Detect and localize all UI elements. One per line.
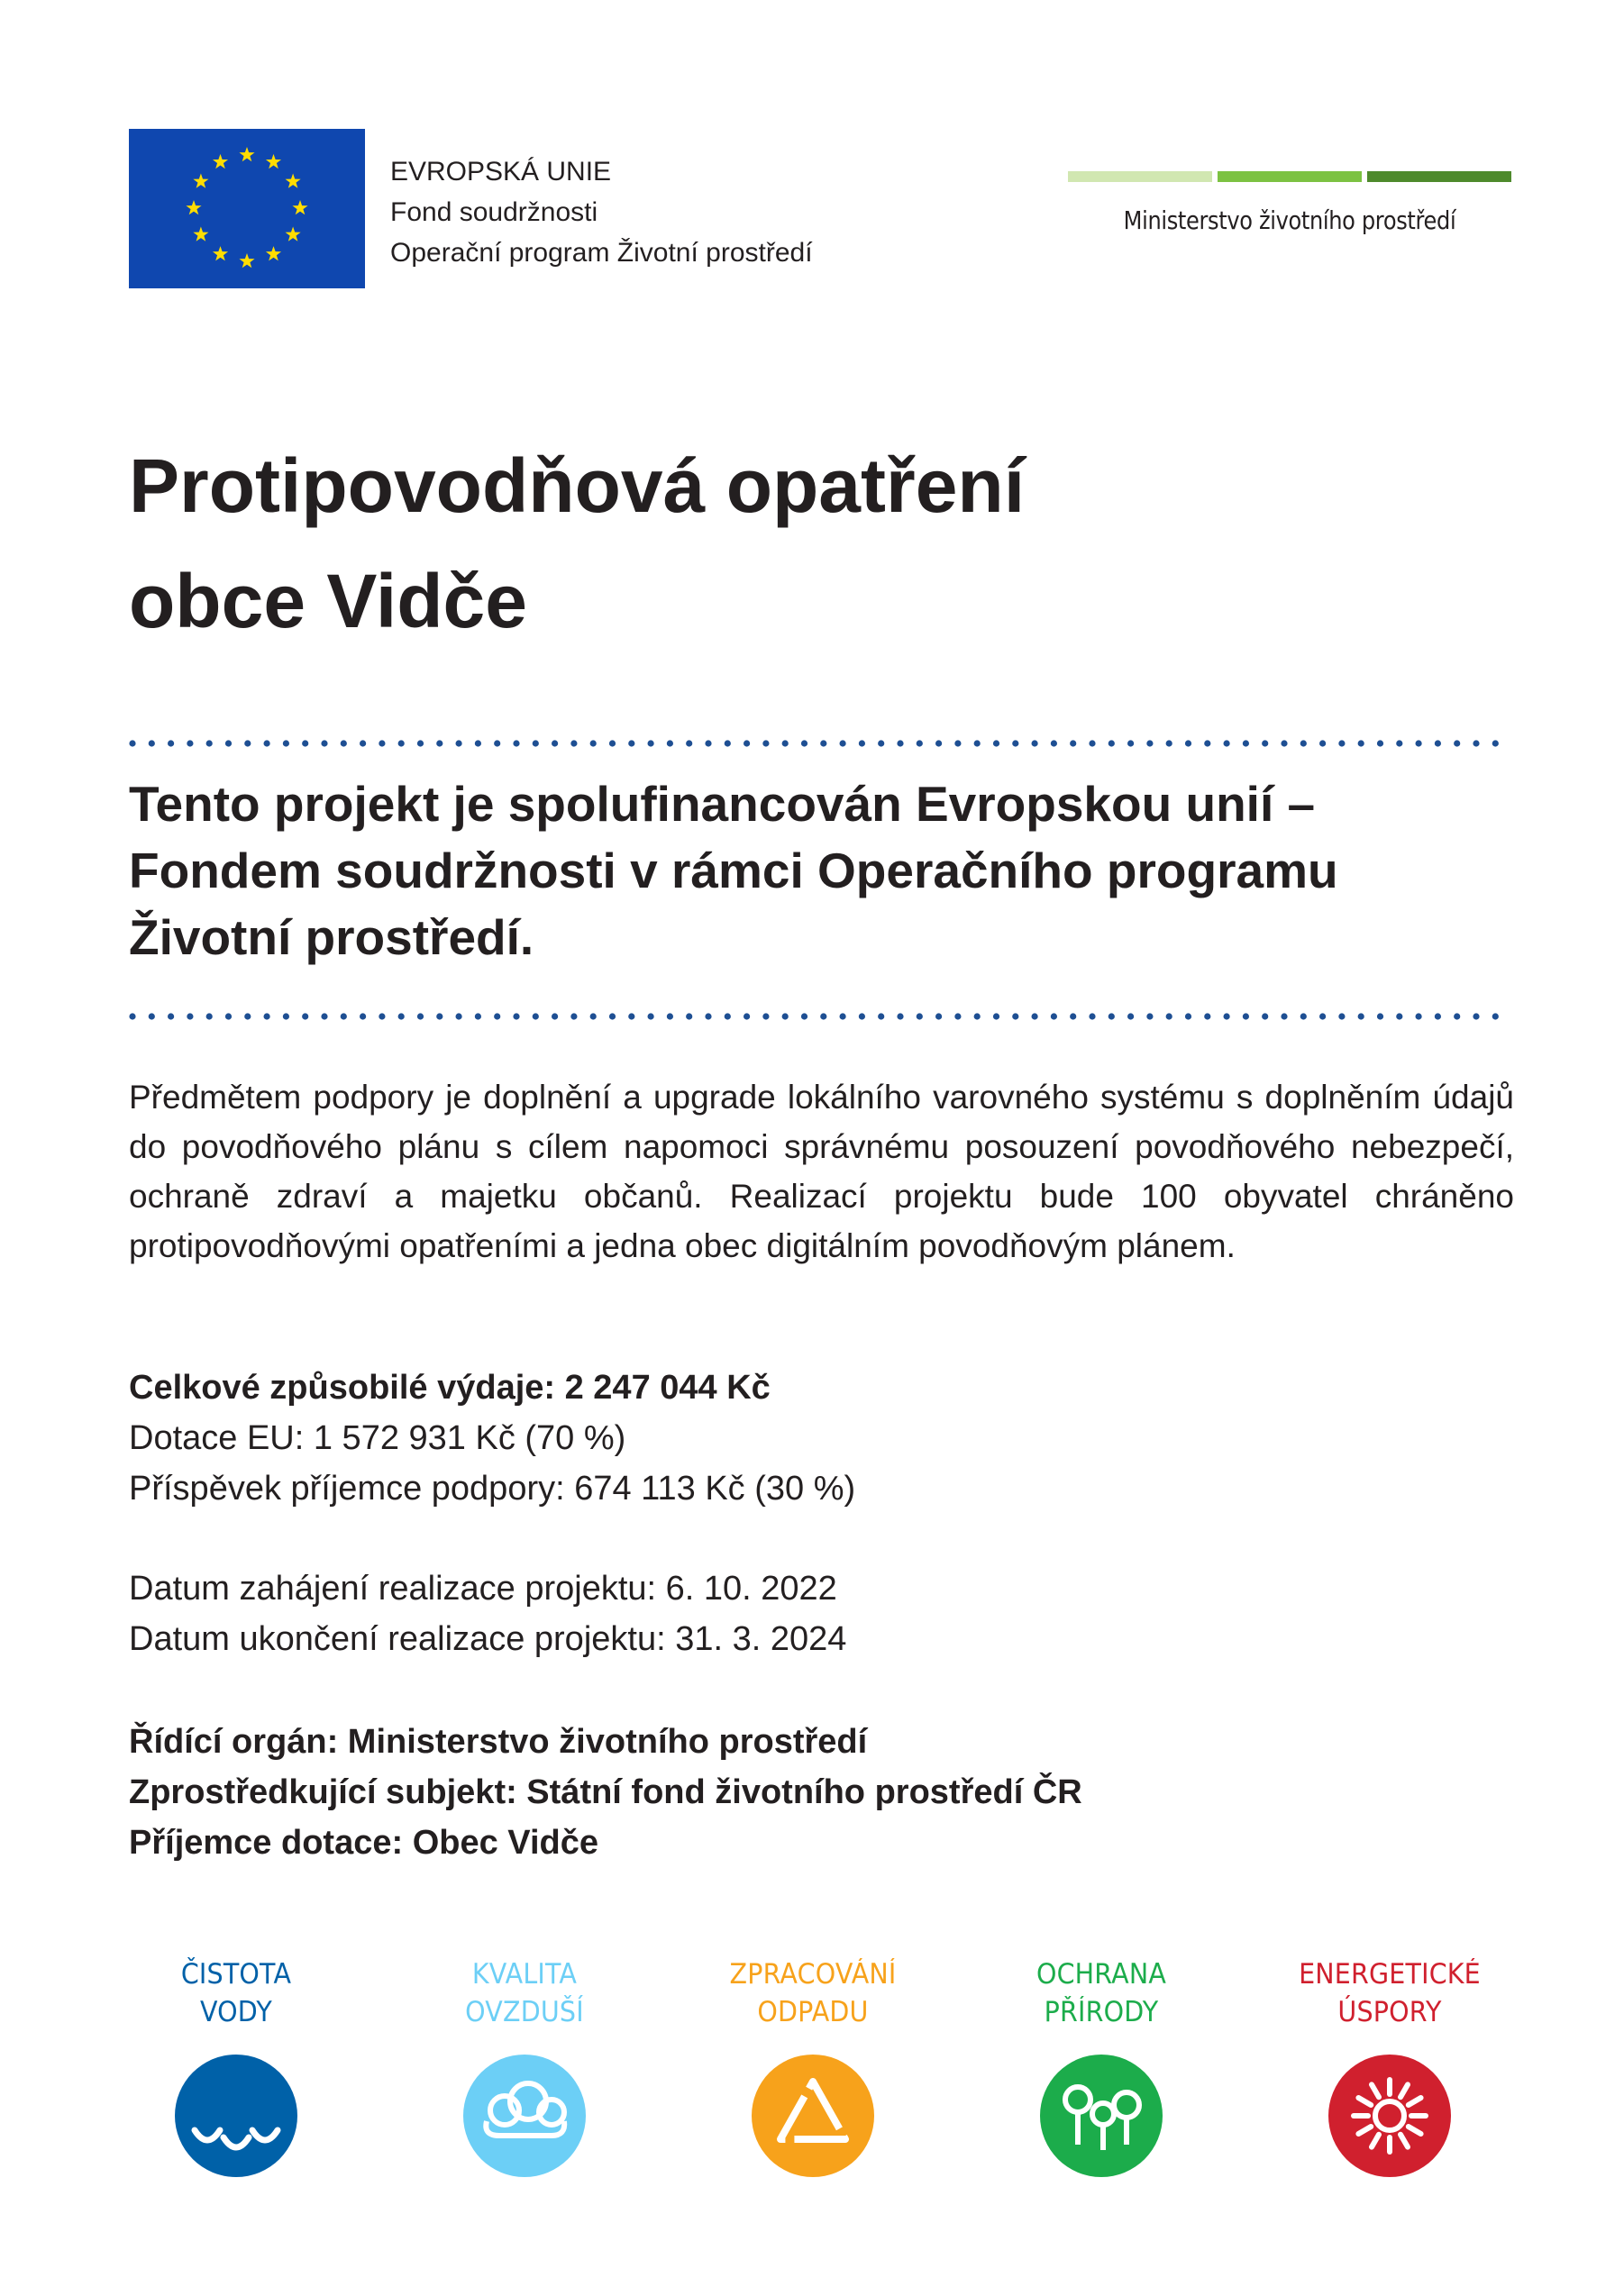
air-icon [463,2055,586,2177]
eu-line-1: EVROPSKÁ UNIE [390,157,612,187]
title-line-1: Protipovodňová opatření [129,443,1026,528]
funding-statement [129,770,1517,970]
theme-water [119,1955,353,2177]
statement-line-3: Životní prostředí. [129,909,534,965]
water-icon [175,2055,297,2177]
dotted-divider-bottom [129,1012,1514,1021]
theme-nature [984,1955,1218,2177]
eu-star-icon [266,154,281,169]
theme-label-line-1: OCHRANA [1036,1958,1167,1991]
eu-star-icon [193,227,208,241]
ministry-bar-mid [1218,171,1362,182]
organizations-section [129,1717,1517,1868]
theme-label-line-1: ENERGETICKÉ [1299,1958,1481,1991]
theme-label [984,1955,1218,2031]
eu-line-2: Fond soudržnosti [390,197,598,227]
managing-authority: Řídící orgán: Ministerstvo životního prostředí [129,1723,868,1761]
eu-star-icon [213,154,228,169]
ministry-bar-dark [1367,171,1511,182]
total-costs: Celkové způsobilé výdaje: 2 247 044 Kč [129,1369,771,1407]
eu-star-icon [286,227,301,241]
theme-label-line-1: KVALITA [471,1958,578,1991]
ministry-logo [1068,171,1511,235]
theme-waste [696,1955,930,2177]
eu-star-icon [239,147,254,161]
eu-star-icon [239,253,254,268]
eu-stars [129,129,365,288]
theme-label-line-2: VODY [199,1996,273,2028]
eu-star-icon [213,246,228,260]
eu-flag-logo [129,129,365,288]
theme-energy [1273,1955,1507,2177]
dates-section [129,1563,1517,1664]
end-date: Datum ukončení realizace projektu: 31. 3. 2024 [129,1620,847,1658]
grant-recipient: Příjemce dotace: Obec Vidče [129,1824,598,1862]
energy-icon [1328,2055,1451,2177]
page-title [129,428,1517,659]
statement-line-2: Fondem soudržnosti v rámci Operačního programu [129,843,1338,898]
eu-line-3: Operační program Životní prostředí [390,238,813,268]
ministry-color-bars [1068,171,1511,182]
eu-program-text [390,151,813,273]
eu-star-icon [266,246,281,260]
theme-label-line-2: PŘÍRODY [1044,1996,1159,2028]
eu-star-icon [186,200,201,214]
theme-label [407,1955,642,2031]
eu-star-icon [193,174,208,188]
eu-star-icon [286,174,301,188]
intermediary-body: Zprostředkující subjekt: Státní fond životního prostředí ČR [129,1773,1082,1811]
ministry-name: Ministerstvo životního prostředí [1123,205,1456,235]
theme-label [1273,1955,1507,2031]
theme-label-line-2: ÚSPORY [1337,1996,1442,2028]
waste-icon [752,2055,874,2177]
theme-label-line-2: ODPADU [757,1996,869,2028]
cost-section [129,1362,1517,1514]
theme-label-line-1: ČISTOTA [180,1958,292,1991]
statement-line-1: Tento projekt je spolufinancován Evropskou unií – [129,776,1316,832]
project-description: Předmětem podpory je doplnění a upgrade lokálního varovného systému s doplněním údajů do povodňového plánu s cílem napomoci správnému posouzení povodňového nebezpečí, ochraně zdraví a majetku občanů. Realizací projektu bude 100 obyvatel chráněno protipovodňovými opatřeními a jedna obec digitálním povodňovým plánem. [129,1079,1514,1264]
title-line-2: obce Vidče [129,559,527,643]
eu-grant: Dotace EU: 1 572 931 Kč (70 %) [129,1419,626,1457]
ministry-bar-light [1068,171,1212,182]
dotted-divider-top [129,739,1514,748]
start-date: Datum zahájení realizace projektu: 6. 10. 2022 [129,1570,837,1608]
theme-label-line-2: OVZDUŠÍ [465,1996,584,2028]
theme-air [407,1955,642,2177]
theme-label [119,1955,353,2031]
eu-star-icon [292,200,307,214]
theme-label-line-1: ZPRACOVÁNÍ [729,1958,897,1991]
nature-icon [1040,2055,1163,2177]
theme-label [696,1955,930,2031]
recipient-share: Příspěvek příjemce podpory: 674 113 Kč (30 %) [129,1470,856,1508]
